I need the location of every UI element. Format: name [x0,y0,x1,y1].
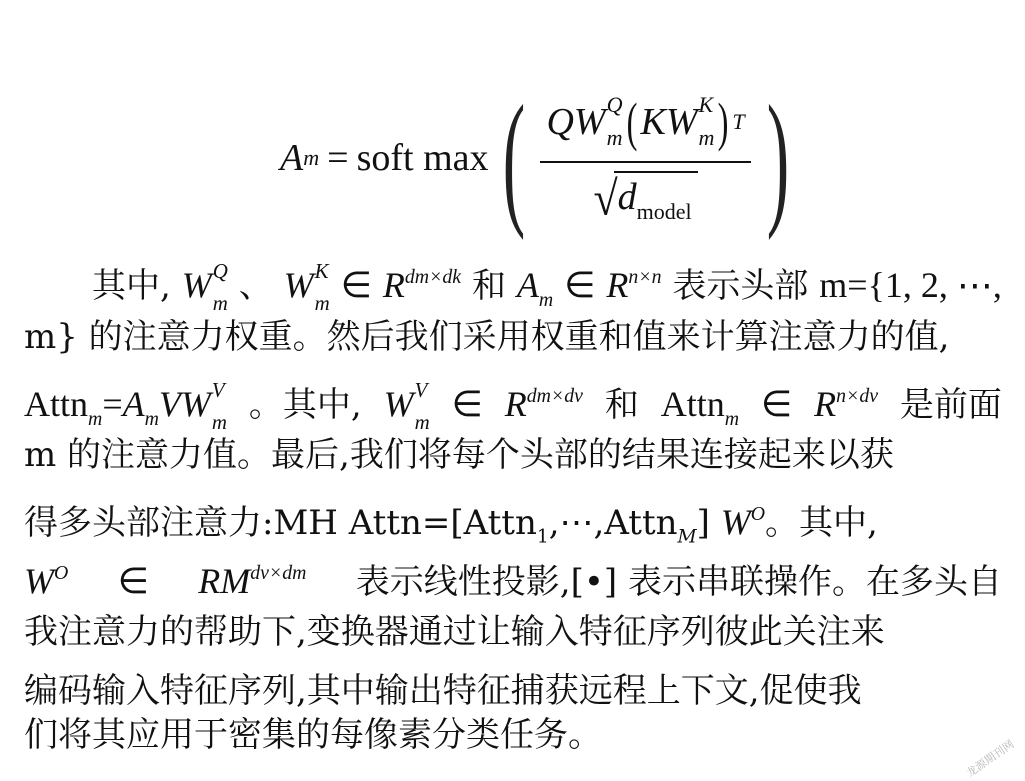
line3-in: ∈ [451,383,483,424]
line1-k: K [314,258,329,283]
line1-dim2: n×n [628,266,662,288]
formula-denominator [593,163,697,225]
line3-r: R [504,383,527,424]
line3-dim2: n×dv [836,385,879,407]
line3-tail: 。其中, [248,384,362,425]
line1-r-b: R [606,264,629,305]
line1-dim1: dm×dk [404,266,462,288]
paragraph-line-5 [24,490,1002,548]
paragraph-line-6 [24,549,1002,602]
formula-numerator [540,91,750,161]
denominator-sub: model [636,198,692,224]
numerator-q-indices [606,91,623,151]
line6-wo [24,549,68,605]
line3-vsup: V [211,377,225,402]
line1-r: R [382,264,405,305]
formula-right-paren: ) [766,75,789,241]
sqrt-icon: √ [593,171,618,225]
line1-w: W [181,264,212,305]
line7-text: 我注意力的帮助下,变换器通过让输入特征序列彼此关注来 [24,612,885,652]
formula-fraction [540,91,750,225]
line6-dim: dv×dm [250,562,307,584]
line3-w: W [180,383,211,424]
line9-text: 们将其应用于密集的每像素分类任务。 [24,715,602,755]
line3-r-b: R [814,383,837,424]
line1-lead: 其中, [92,265,171,306]
line6-tail: 表示线性投影,[•] 表示串联操作。在多头自 [355,561,1002,602]
line1-in2: ∈ [564,264,596,305]
line5-sub-M: M [677,526,697,548]
line3-attn-sub: m [88,407,103,430]
line6-w: W [24,560,54,601]
line3-w-sub: m [211,409,227,434]
formula-lhs: A [280,137,304,179]
denominator-d: d [617,176,637,219]
line1-m2: m [314,290,330,315]
line5-sub-1: 1 [536,526,549,548]
line3-dim1: dm×dv [526,385,583,407]
line5-mid: ,⋯,Attn [548,502,678,543]
attention-formula [280,75,803,241]
line3-in2: ∈ [760,383,793,424]
watermark-text: 龙源期刊网 [963,737,1017,780]
q-superscript: Q [606,91,623,117]
line3-wv2-indices [414,377,430,434]
line3-w2-sub: m [414,409,430,434]
inner-left-paren: ( [626,92,637,153]
line1-desc: 表示头部 [672,265,809,306]
paragraph-line-7 [24,608,1002,656]
k-subscript: m [698,125,715,151]
line6-rm-text: RM [198,560,251,601]
line5-w: W [720,501,751,542]
line3-and: 和 [604,384,639,425]
line1-set: m={1, 2, ⋯, [819,264,1002,305]
line3-wv-indices [211,377,227,434]
line1-m: m [212,290,228,315]
line3-w2: W [383,383,414,424]
line1-wq-indices [212,258,228,315]
line3-a: A [122,383,145,424]
paragraph-line-8 [24,667,1002,715]
line4-text: m 的注意力值。最后,我们将每个头部的结果连接起来以获 [24,435,894,475]
line1-r2 [606,253,661,309]
line8-text: 编码输入特征序列,其中输出特征捕获远程上下文,促使我 [24,671,862,711]
line3-wv [383,377,430,434]
transpose-superscript: T [732,109,745,135]
line2-text: m} 的注意力权重。然后我们采用权重和值来计算注意力的值, [24,317,950,357]
line1-sep: 、 [238,265,273,306]
k-superscript: K [698,91,714,117]
line5-lead: 得多头部注意力:MH Attn=[Attn [24,502,537,543]
paragraph-line-4 [24,431,1002,479]
line3-v: V [158,383,181,424]
line3-vsup2: V [414,377,428,402]
line3-attn-b-sub: m [724,407,740,430]
line1-w2: W [283,264,314,305]
q-subscript: m [606,125,623,151]
line3-attn-b: Attn [660,383,725,424]
inner-right-paren: ) [718,92,729,153]
paragraph-line-2 [24,313,1002,361]
line1-wk-indices [314,258,330,315]
numerator-kw: KW [640,101,698,144]
line6-in: ∈ [117,560,149,601]
formula-left-paren: ( [502,75,525,241]
line1-a: A [516,264,539,305]
line1-r1 [383,253,461,309]
line1-am-sub: m [538,288,554,311]
line3-r1 [505,372,583,428]
sqrt-radicand [614,171,698,225]
line1-q: Q [212,258,228,283]
line1-and: 和 [471,265,506,306]
line3-eq: = [102,383,123,424]
formula-softmax: soft max [356,137,489,179]
line3-r2 [814,372,878,428]
paragraph-line-9 [24,711,1002,759]
line6-o: O [54,562,69,584]
line3-end: 是前面 [899,384,1002,425]
formula-equals: = [327,137,349,179]
line1-wk [283,258,330,315]
formula-lhs-sub: m [303,145,320,170]
line3-a-sub: m [144,407,159,430]
line3-attn: Attn [24,383,89,424]
line1-wq [181,258,228,315]
numerator-k-indices [698,91,715,151]
line5-o: O [750,503,766,525]
paragraph-line-3 [24,372,1002,434]
numerator-qw: QW [546,101,606,144]
line6-rm [198,549,306,605]
line1-in: ∈ [340,264,372,305]
line5-close: ] [696,502,721,543]
line5-tail: 。其中, [765,502,878,543]
paragraph-line-1 [92,253,1002,315]
